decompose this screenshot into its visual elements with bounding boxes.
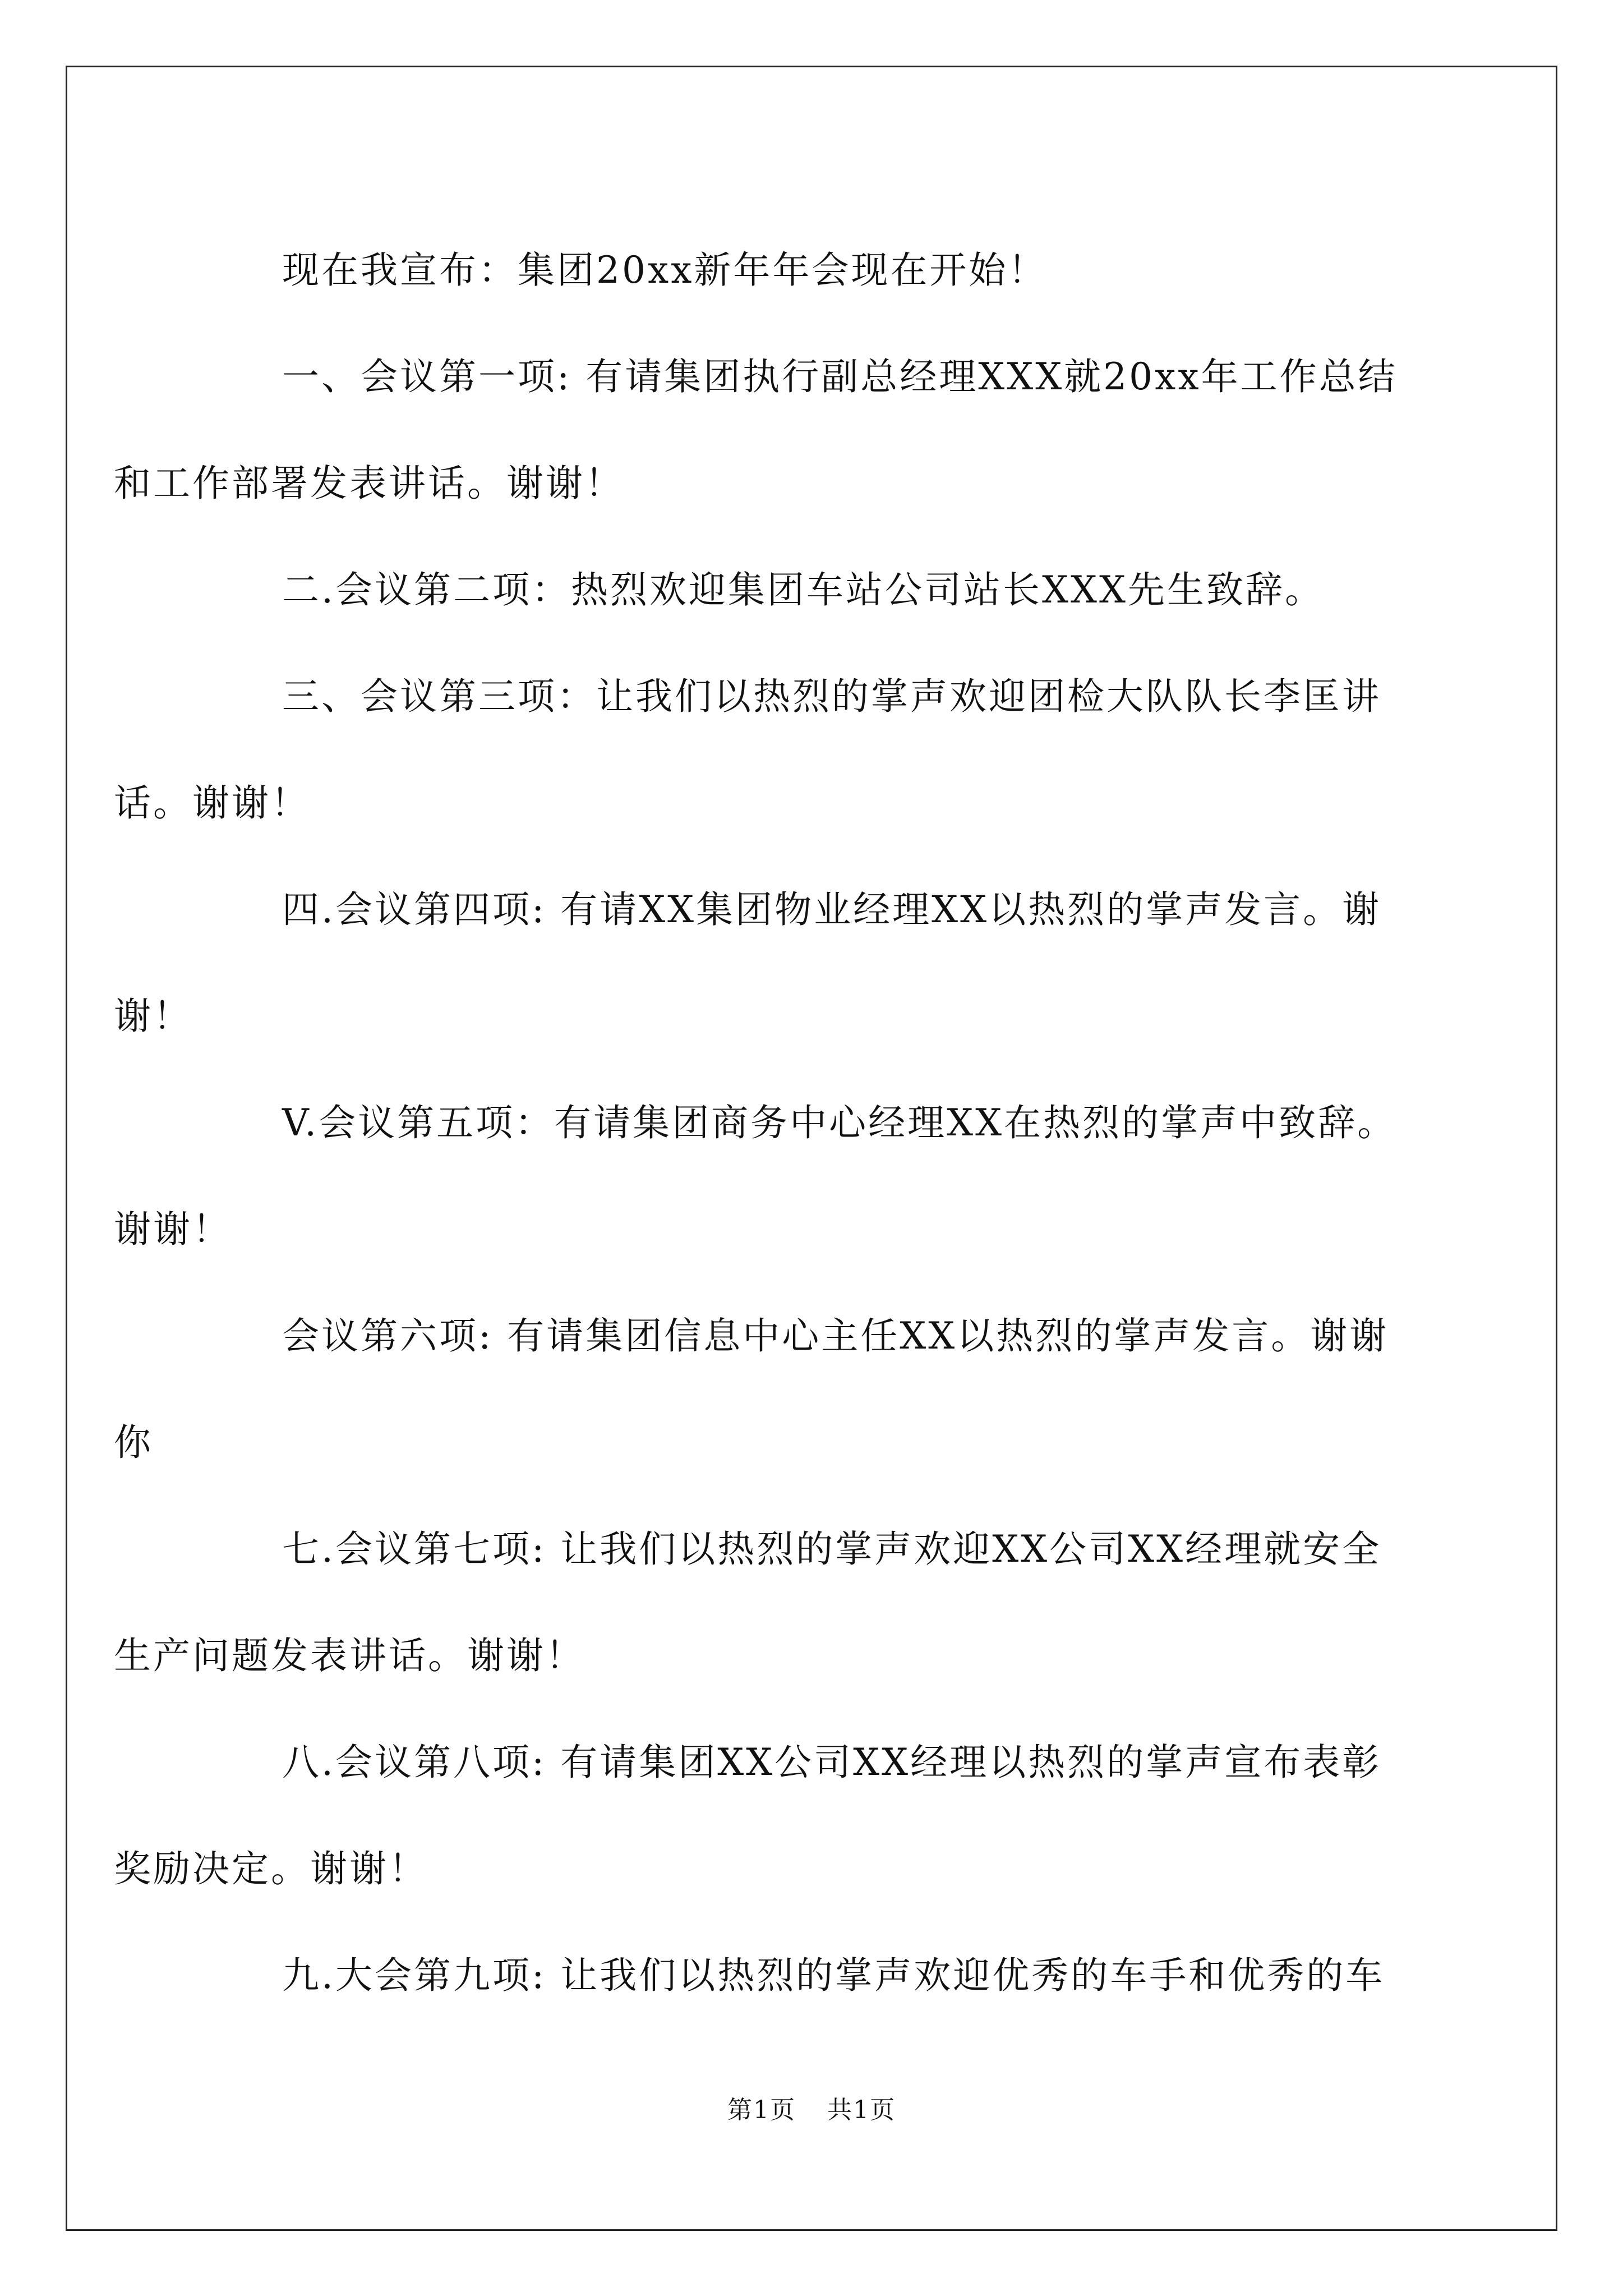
text-line: 会议第六项: 有请集团信息中心主任XX以热烈的掌声发言。谢谢 [282,1314,1389,1358]
document-body [114,217,1432,2029]
paragraph [198,537,1432,643]
text-line: 奖励决定。谢谢！ [114,1847,428,1890]
text-line: 和工作部署发表讲话。谢谢！ [114,462,624,505]
text-line: 三、会议第三项：让我们以热烈的掌声欢迎团检大队队长李匡讲 [282,675,1381,718]
text-line: 四.会议第四项: 有请XX集团物业经理XX以热烈的掌声发言。谢 [282,888,1382,931]
paragraph [114,324,1432,537]
page-footer [0,2090,1623,2125]
text-line: 八.会议第八项: 有请集团XX公司XX经理以热烈的掌声宣布表彰 [282,1741,1382,1784]
paragraph [114,857,1432,1070]
paragraph [114,1709,1432,1922]
page-number: 第1页 [727,2096,796,2124]
text-line: 一、会议第一项: 有请集团执行副总经理XXX就20xx年工作总结 [282,355,1398,398]
paragraph [114,1070,1432,1283]
text-line: 谢谢！ [114,1208,232,1251]
text-line: 话。谢谢！ [114,781,310,825]
text-line: 现在我宣布：集团20xx新年年会现在开始！ [282,249,1048,292]
paragraph [198,217,1432,324]
paragraph [198,1922,1432,2029]
paragraph [114,643,1432,857]
paragraph [114,1283,1432,1496]
text-line: 谢！ [114,995,192,1038]
text-line: 九.大会第九项: 让我们以热烈的掌声欢迎优秀的车手和优秀的车 [282,1954,1385,1997]
paragraph [114,1496,1432,1709]
text-line: 七.会议第七项: 让我们以热烈的掌声欢迎XX公司XX经理就安全 [282,1527,1382,1571]
page-count: 共1页 [827,2096,896,2124]
text-line: 生产问题发表讲话。谢谢！ [114,1634,585,1677]
text-line: 你 [114,1421,153,1464]
text-line: 二.会议第二项：热烈欢迎集团车站公司站长XXX先生致辞。 [282,568,1324,611]
text-line: V.会议第五项：有请集团商务中心经理XX在热烈的掌声中致辞。 [282,1101,1397,1144]
